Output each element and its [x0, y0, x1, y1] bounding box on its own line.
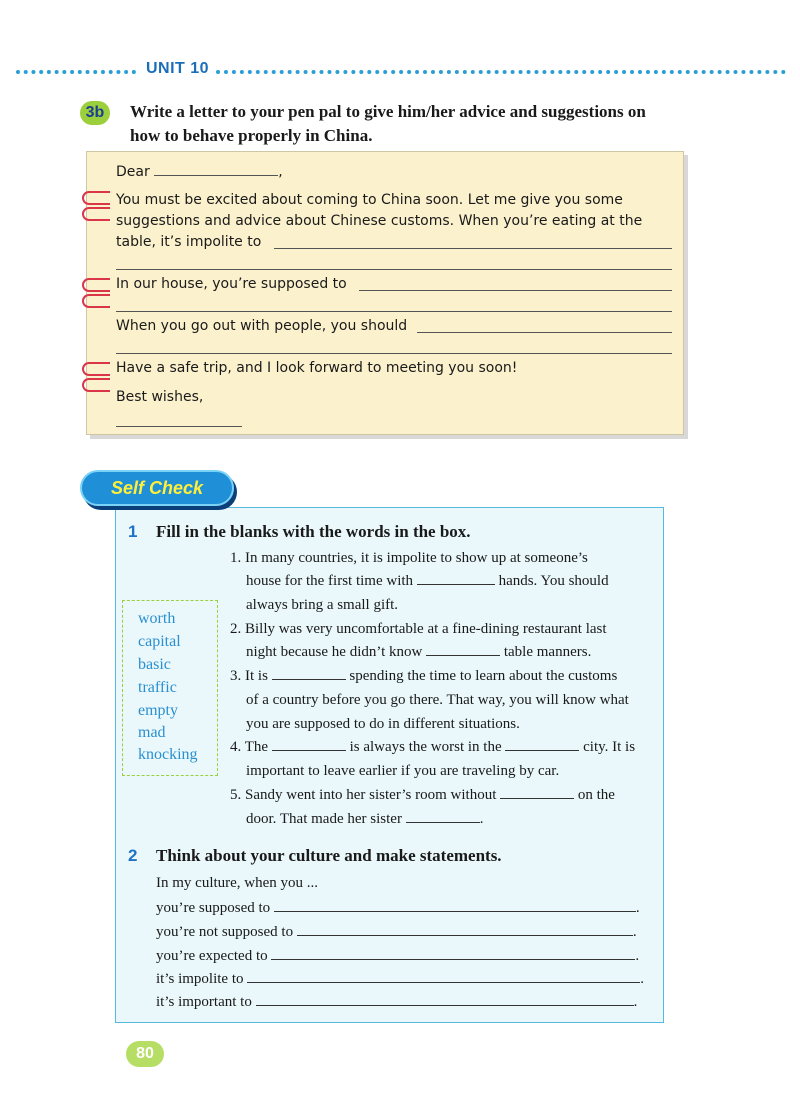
- answer-blank[interactable]: [505, 737, 579, 751]
- section2-heading: Think about your culture and make statements.: [156, 846, 502, 865]
- section1-heading: Fill in the blanks with the words in the box.: [156, 522, 471, 541]
- exercise-line: you are supposed to do in different situations.: [246, 716, 520, 732]
- clip-icon: [82, 207, 110, 221]
- clip-icon: [82, 362, 110, 376]
- statement-line: it’s important to .: [156, 994, 638, 1010]
- exercise-line: 3. It is spending the time to learn about the customs: [230, 668, 618, 684]
- self-check-title: Self Check: [80, 470, 234, 506]
- statement-line: you’re expected to .: [156, 948, 640, 964]
- exercise-line: door. That made her sister .: [246, 811, 484, 827]
- word-box-item: capital: [138, 633, 181, 650]
- answer-blank[interactable]: [272, 737, 346, 751]
- exercise-line: important to leave earlier if you are traveling by car.: [246, 763, 560, 779]
- dotted-divider-left: [16, 70, 136, 74]
- letter-line6: Have a safe trip, and I look forward to meeting you soon!: [116, 360, 518, 376]
- word-box-item: basic: [138, 656, 171, 673]
- letter-line5: When you go out with people, you should: [116, 318, 408, 334]
- letter-greeting: Dear ,: [116, 161, 283, 183]
- exercise-line: 2. Billy was very uncomfortable at a fine-dining restaurant last: [230, 621, 607, 637]
- task-badge-3b: 3b: [80, 101, 110, 125]
- clip-icon: [82, 294, 110, 308]
- letter-closing: Best wishes,: [116, 389, 204, 405]
- answer-blank[interactable]: [271, 946, 635, 960]
- unit-header: [16, 60, 786, 84]
- clip-icon: [82, 278, 110, 292]
- word-box-item: knocking: [138, 746, 198, 763]
- dotted-divider-right: [216, 70, 786, 74]
- statement-line: you’re not supposed to .: [156, 924, 637, 940]
- word-box-item: traffic: [138, 679, 177, 696]
- word-box-item: empty: [138, 702, 178, 719]
- letter-line2: suggestions and advice about Chinese customs. When you’re eating at the: [116, 213, 643, 229]
- clip-icon: [82, 378, 110, 392]
- answer-blank[interactable]: [272, 666, 346, 680]
- answer-blank[interactable]: [417, 571, 495, 585]
- exercise-line: 4. The is always the worst in the city. It is: [230, 739, 636, 755]
- task-instruction: [130, 100, 710, 148]
- task-instruction-line1: Write a letter to your pen pal to give him/her advice and suggestions on: [130, 102, 646, 121]
- answer-blank[interactable]: [406, 809, 480, 823]
- unit-title: UNIT 10: [146, 60, 210, 77]
- answer-blank[interactable]: [297, 922, 633, 936]
- word-box-item: mad: [138, 724, 166, 741]
- section2-number: 2: [128, 846, 138, 865]
- exercise-line: night because he didn’t know table manners.: [246, 644, 592, 660]
- statement-line: you’re supposed to .: [156, 900, 640, 916]
- task-instruction-line2: how to behave properly in China.: [130, 126, 373, 145]
- exercise-line: 5. Sandy went into her sister’s room without on the: [230, 787, 615, 803]
- write-line[interactable]: [417, 332, 672, 333]
- write-line[interactable]: [116, 269, 672, 270]
- exercise-line: house for the first time with hands. You should: [246, 573, 609, 589]
- write-line[interactable]: [116, 311, 672, 312]
- exercise-line: 1. In many countries, it is impolite to show up at someone’s: [230, 550, 588, 566]
- answer-blank[interactable]: [256, 992, 634, 1006]
- clip-icon: [82, 191, 110, 205]
- answer-blank[interactable]: [247, 969, 640, 983]
- word-box-item: worth: [138, 610, 176, 627]
- letter-line1: You must be excited about coming to China soon. Let me give you some: [116, 192, 623, 208]
- answer-blank[interactable]: [500, 785, 574, 799]
- exercise-line: of a country before you go there. That way, you will know what: [246, 692, 629, 708]
- page-number: 80: [126, 1041, 164, 1067]
- letter-line4: In our house, you’re supposed to: [116, 276, 347, 292]
- statement-line: it’s impolite to .: [156, 971, 645, 987]
- statement-intro: In my culture, when you ...: [156, 875, 319, 891]
- letter-line3: table, it’s impolite to: [116, 234, 262, 250]
- write-line[interactable]: [274, 248, 672, 249]
- section1-number: 1: [128, 522, 138, 541]
- signature-line[interactable]: [116, 426, 242, 427]
- write-line[interactable]: [116, 353, 672, 354]
- answer-blank[interactable]: [274, 898, 636, 912]
- exercise-line: always bring a small gift.: [246, 597, 399, 613]
- name-blank[interactable]: [154, 161, 278, 176]
- answer-blank[interactable]: [426, 642, 500, 656]
- write-line[interactable]: [359, 290, 672, 291]
